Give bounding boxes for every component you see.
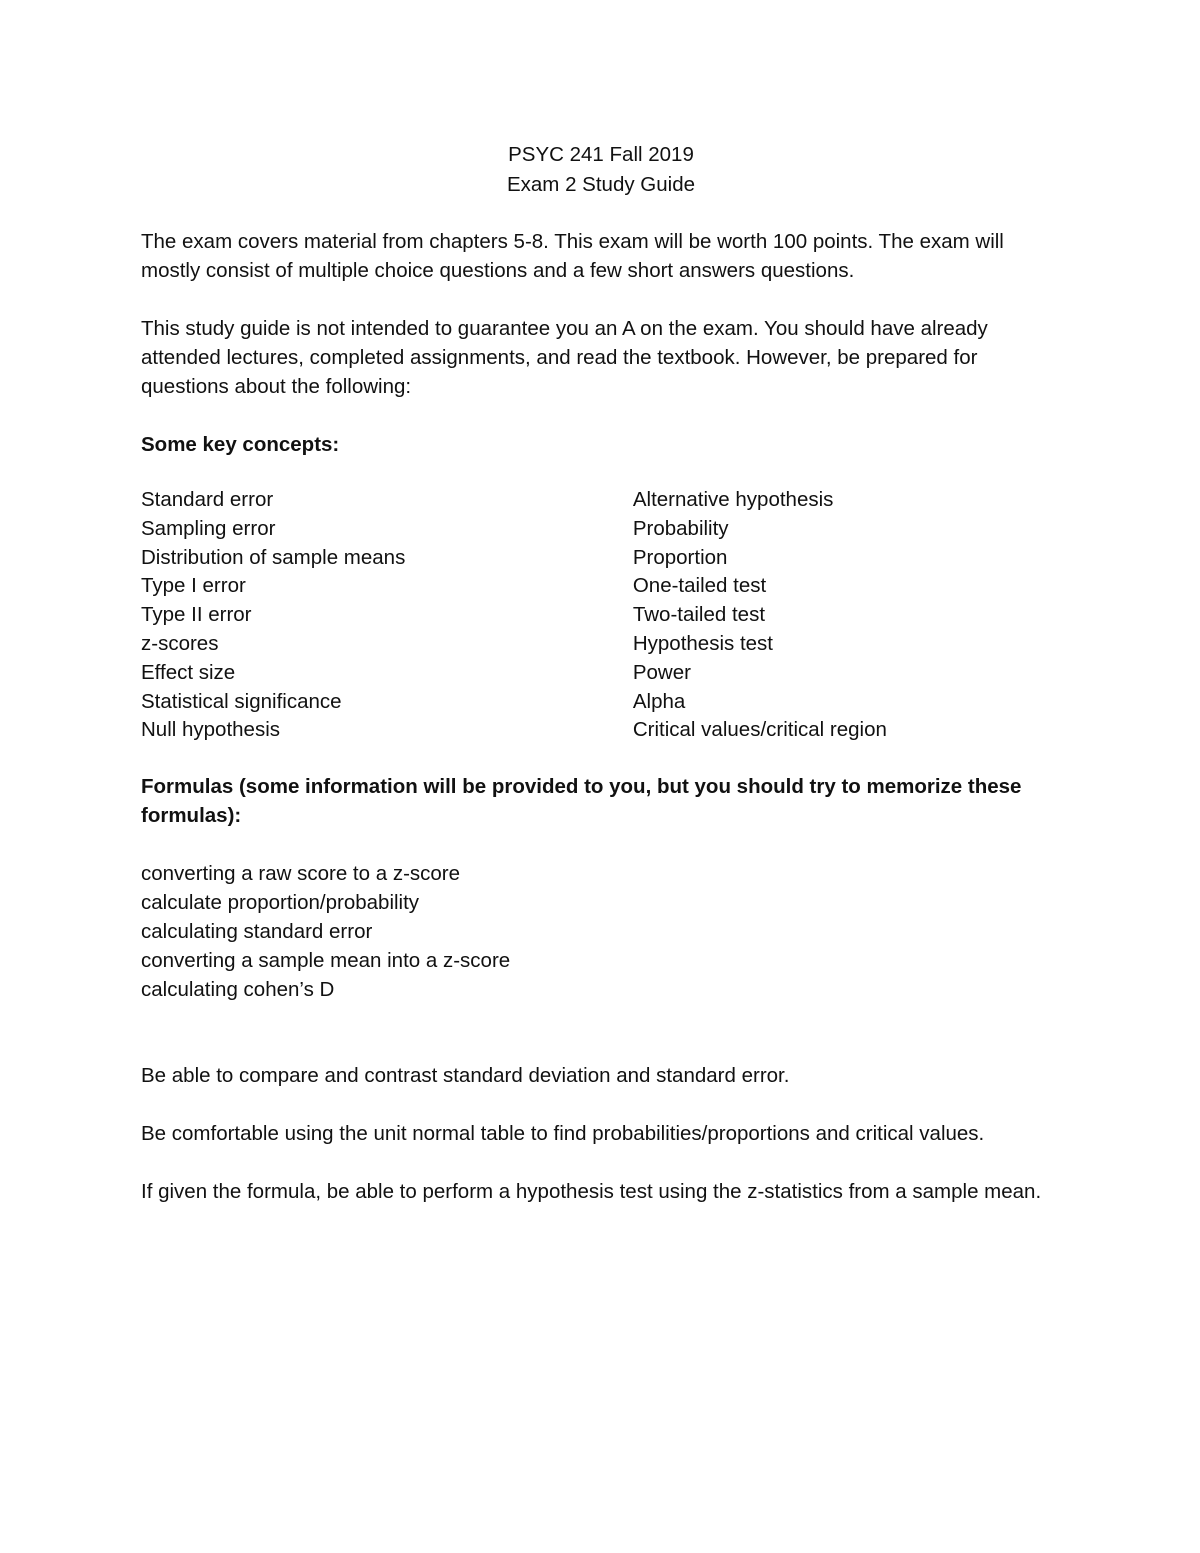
concept-item: Sampling error bbox=[141, 516, 276, 540]
closing-line-3: If given the formula, be able to perform a hypothesis test using the z-statistics from a sample mean. bbox=[141, 1180, 1042, 1204]
concept-item: Standard error bbox=[141, 488, 274, 511]
title-block bbox=[141, 140, 1061, 200]
concept-item: Effect size bbox=[141, 660, 236, 684]
guide-title: Exam 2 Study Guide bbox=[506, 173, 695, 196]
closing-line-2: Be comfortable using the unit normal table to find probabilities/proportions and critical values. bbox=[141, 1122, 985, 1146]
intro-paragraph-1: The exam covers material from chapters 5-8. This exam will be worth 100 points. The exam will mostly consist of multiple choice questions and a few short answers questions. bbox=[141, 230, 1004, 282]
concepts-left-column bbox=[141, 486, 633, 745]
concept-item: Alpha bbox=[632, 689, 686, 713]
concept-item: Hypothesis test bbox=[632, 631, 773, 655]
concept-item: z-scores bbox=[141, 631, 219, 655]
concept-item: Critical values/critical region bbox=[632, 718, 887, 742]
formula-item: calculate proportion/probability bbox=[141, 891, 420, 915]
concepts-right-column bbox=[633, 486, 1051, 745]
concept-item: Null hypothesis bbox=[141, 718, 281, 742]
concept-item: Type II error bbox=[141, 603, 252, 627]
formula-item: converting a raw score to a z-score bbox=[141, 862, 461, 886]
concept-item: One-tailed test bbox=[632, 574, 767, 598]
formula-item: converting a sample mean into a z-score bbox=[141, 949, 511, 973]
concept-item: Two-tailed test bbox=[632, 603, 766, 627]
concept-item: Proportion bbox=[632, 545, 728, 569]
concepts-heading: Some key concepts: bbox=[141, 433, 340, 456]
concept-item: Distribution of sample means bbox=[141, 545, 406, 569]
formulas-list bbox=[141, 859, 1051, 1004]
closing-line-1: Be able to compare and contrast standard deviation and standard error. bbox=[141, 1064, 790, 1088]
concept-item: Type I error bbox=[141, 574, 246, 598]
formula-item: calculating standard error bbox=[141, 920, 373, 944]
document-body bbox=[141, 140, 1051, 1206]
concept-item: Alternative hypothesis bbox=[632, 488, 834, 511]
formulas-heading: Formulas (some information will be provided to you, but you should try to memorize these formulas): bbox=[141, 775, 1022, 828]
concept-item: Power bbox=[632, 660, 691, 684]
concept-item: Statistical significance bbox=[141, 689, 342, 713]
formula-item: calculating cohen’s D bbox=[141, 978, 335, 1002]
course-title: PSYC 241 Fall 2019 bbox=[508, 143, 694, 166]
concepts-list bbox=[141, 486, 1051, 745]
intro-paragraph-2: This study guide is not intended to guarantee you an A on the exam. You should have already attended lectures, completed assignments, and read the textbook. However, be prepared for questions about the following: bbox=[141, 317, 988, 398]
concept-item: Probability bbox=[632, 516, 729, 540]
